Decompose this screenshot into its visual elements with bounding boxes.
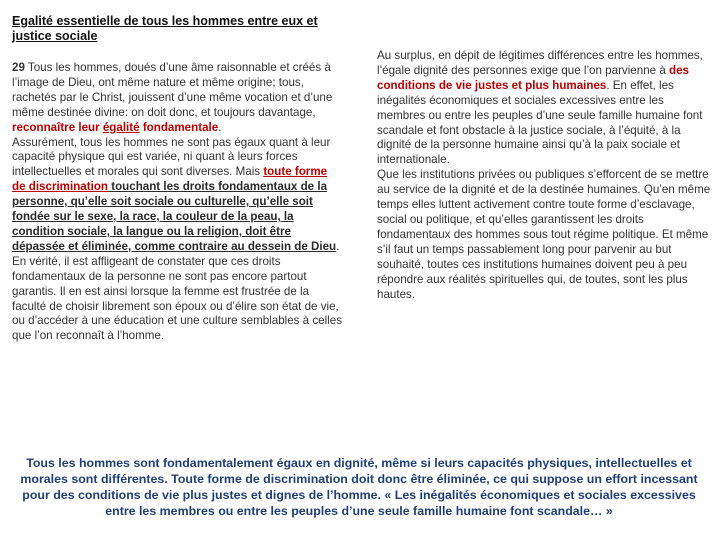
dignity-end: . En effet, les inégalités économiques et sociales excessives entre les membres ou entre les peuples d’une seule famille humaine font scandale et font obstacle à la justice sociale, à l’équité, à la dignité de la personne humaine ainsi qu’à la paix sociale et internationale.	[377, 78, 703, 167]
discrimination-end: . En vérité, il est affligeant de constater que ces droits fondamentaux de la personne ne sont pas encore partout garantis. Il en est ainsi lorsque la femme est frustrée de la faculté de choisir librement son époux ou d’élire son état de vie, ou d’accéder à une éducation et une culture semblables à celles que l’on reconnaît à l’homme.	[12, 239, 342, 343]
page-title: Egalité essentielle de tous les hommes entre eux et justice sociale	[12, 14, 318, 43]
dignity-intro: Au surplus, en dépit de légitimes différences entre les hommes, l’égale dignité des personnes exige que l’on parvienne à	[377, 49, 703, 77]
paragraph-29	[12, 61, 342, 136]
discrimination-underlined: touchant les droits fondamentaux de la personne, qu’elle soit sociale ou culturelle, qu’elle soit fondée sur le sexe, la race, la couleur de la peau, la condition sociale, la langue ou la religion, doit être dépassée et éliminée, comme contraire au dessein de Dieu	[12, 180, 337, 253]
equality-highlight-start: reconnaître leur	[12, 120, 103, 134]
dignity-paragraph	[377, 49, 713, 168]
discrimination-paragraph	[12, 136, 342, 345]
equality-highlight-end: fondamentale	[139, 120, 219, 134]
equality-word: égalité	[102, 120, 140, 134]
paragraph-29-text: Tous les hommes, doués d’une âme raisonnable et créés à l’image de Dieu, ont même nature et même origine; tous, rachetés par le Christ, jouissent d’une même vocation et d’une même destinée divine: on doit donc, et toujours davantage,	[12, 61, 333, 119]
living-conditions-highlight: des conditions de vie justes et plus humaines	[377, 63, 689, 92]
discrimination-highlight: toute forme de discrimination	[12, 165, 328, 194]
left-column	[12, 61, 342, 344]
discrimination-intro: Assurément, tous les hommes ne sont pas égaux quant à leur capacité physique qui est variée, ni quant à leurs forces intellectuelles et morales qui sont diverses. Mais	[12, 135, 331, 179]
summary-text: Tous les hommes sont fondamentalement égaux en dignité, même si leurs capacités physiques, intellectuelles et morales sont différentes. Toute forme de discrimination doit donc être éliminée, ce qui suppose un effort incessant pour des conditions de vie plus justes et dignes de l’homme. « Les inégalités économiques et sociales excessives entre les membres ou entre les peuples d’une seule famille humaine font scandale… »	[20, 456, 698, 518]
equality-highlight	[12, 121, 218, 134]
right-column	[377, 49, 713, 302]
paragraph-number: 29	[12, 61, 25, 74]
institutions-paragraph: Que les institutions privées ou publiques s’efforcent de se mettre au service de la dignité et de la destinée humaines. Qu’en même temps elles luttent activement contre toute forme d’esclavage, social ou politique, et qu’elles garantissent les droits fondamentaux des hommes sous tout régime politique. Et même s’il faut un temps passablement long pour parvenir au but souhaité, toutes ces institutions humaines doivent peu à peu répondre aux réalités spirituelles qui, de toutes, sont les plus hautes.	[377, 168, 711, 301]
paragraph-29-end: .	[218, 120, 222, 134]
